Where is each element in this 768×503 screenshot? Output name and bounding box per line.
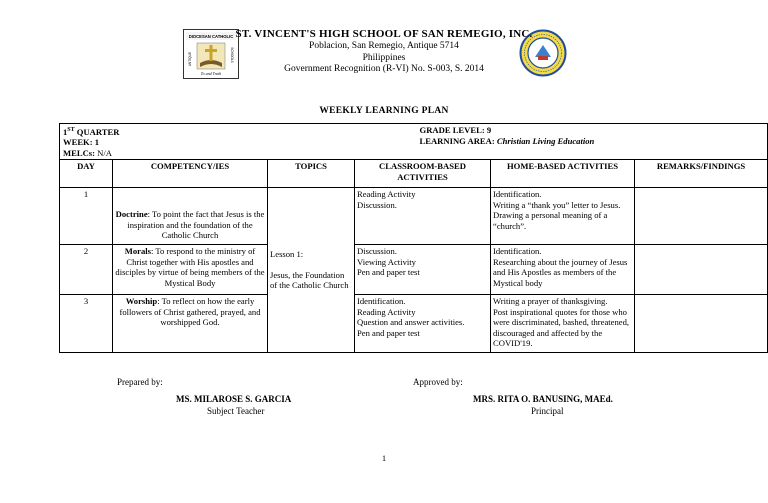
melcs-line: MELCs: N/A: [63, 147, 112, 158]
school-address: Poblacion, San Remegio, Antique 5714: [309, 41, 459, 51]
day-cell: 2: [60, 245, 113, 295]
document-title: WEEKLY LEARNING PLAN: [319, 106, 449, 116]
table-row: [60, 188, 768, 245]
competency-cell: Doctrine: To point the fact that Jesus is the inspiration and the foundation of the Catholic Church: [113, 188, 268, 245]
column-header-competency: COMPETENCY/IES: [113, 160, 268, 188]
week-label: WEEK: 1: [63, 137, 100, 148]
competency-cell: Morals: To respond to the ministry of Christ together with His apostles and disciples by virtue of being members of the Mystical Body: [113, 245, 268, 295]
list-item: Discussion.: [357, 246, 397, 257]
column-header-topics: TOPICS: [268, 160, 355, 188]
weekly-learning-plan-table: [59, 123, 768, 353]
grade-level-label: GRADE LEVEL: 9: [419, 125, 492, 135]
list-item: Pen and paper test: [357, 327, 420, 338]
list-item: Post inspirational quotes for those who were discriminated, bashed, threatened, discouraged and affected by the COVID'19.: [493, 306, 630, 349]
column-header-home-activities: HOME-BASED ACTIVITIES: [491, 160, 635, 188]
table-row: [60, 295, 768, 353]
home-activities-cell: [491, 245, 635, 295]
list-item: Writing a “thank you” letter to Jesus.: [493, 199, 621, 210]
remarks-cell: [635, 188, 768, 245]
prepared-by-title: Subject Teacher: [207, 406, 265, 416]
topic-lesson: Lesson 1:: [270, 249, 304, 260]
day-cell: 1: [60, 188, 113, 245]
list-item: Discussion.: [357, 199, 397, 210]
prepared-by-label: Prepared by:: [117, 377, 163, 387]
approved-by-name: MRS. RITA O. BANUSING, MAEd.: [473, 394, 613, 404]
classroom-activities-cell: [355, 188, 491, 245]
remarks-cell: [635, 245, 768, 295]
prepared-by-name: MS. MILAROSE S. GARCIA: [176, 394, 292, 404]
list-item: Writing a prayer of thanksgiving.: [493, 296, 608, 307]
list-item: Question and answer activities.: [357, 317, 465, 328]
list-item: Reading Activity: [357, 189, 416, 200]
list-item: Drawing a personal meaning of a “church”.: [493, 210, 608, 231]
school-country: Philippines: [362, 53, 406, 63]
learning-area-line: LEARNING AREA: Christian Living Education: [419, 135, 595, 146]
logo-side-left: ANTIQUE: [188, 51, 192, 67]
list-item: Identification.: [493, 189, 542, 200]
topic-title: Jesus, the Foundation of the Catholic Church: [270, 269, 349, 291]
page-number: 1: [381, 453, 387, 463]
table-row: [60, 245, 768, 295]
competency-cell: Worship: To reflect on how the early followers of Christ gathered, prayed, and worshipped God.: [113, 295, 268, 353]
list-item: Pen and paper test: [357, 267, 420, 278]
column-header-row: [60, 160, 768, 188]
school-name: ST. VINCENT'S HIGH SCHOOL OF SAN REMEGIO, INC.: [235, 28, 533, 40]
list-item: Reading Activity: [357, 306, 416, 317]
column-header-remarks: REMARKS/FINDINGS: [635, 160, 768, 188]
column-header-classroom-activities: CLASSROOM-BASED ACTIVITIES: [355, 160, 491, 188]
home-activities-cell: [491, 188, 635, 245]
classroom-activities-cell: [355, 295, 491, 353]
list-item: Researching about the journey of Jesus and His Apostles as members of the Mystical body: [493, 256, 628, 288]
list-item: Viewing Activity: [357, 256, 416, 267]
government-recognition: Government Recognition (R-VI) No. S-003, S. 2014: [284, 64, 484, 74]
remarks-cell: [635, 295, 768, 353]
list-item: Identification.: [357, 296, 406, 307]
day-cell: 3: [60, 295, 113, 353]
logo-top-text: DIOCESAN CATHOLIC: [188, 34, 234, 39]
classroom-activities-cell: [355, 245, 491, 295]
home-activities-cell: [491, 295, 635, 353]
plan-info-row: [60, 124, 768, 160]
approved-by-title: Principal: [531, 406, 564, 416]
approved-by-label: Approved by:: [413, 377, 463, 387]
quarter-label: 1ST QUARTER: [63, 126, 120, 137]
topic-cell: [268, 188, 355, 353]
logo-motto: To and Truth: [200, 71, 222, 76]
logo-side-right: SCHOOLS: [230, 47, 234, 63]
column-header-day: DAY: [60, 160, 113, 188]
list-item: Identification.: [493, 246, 542, 257]
